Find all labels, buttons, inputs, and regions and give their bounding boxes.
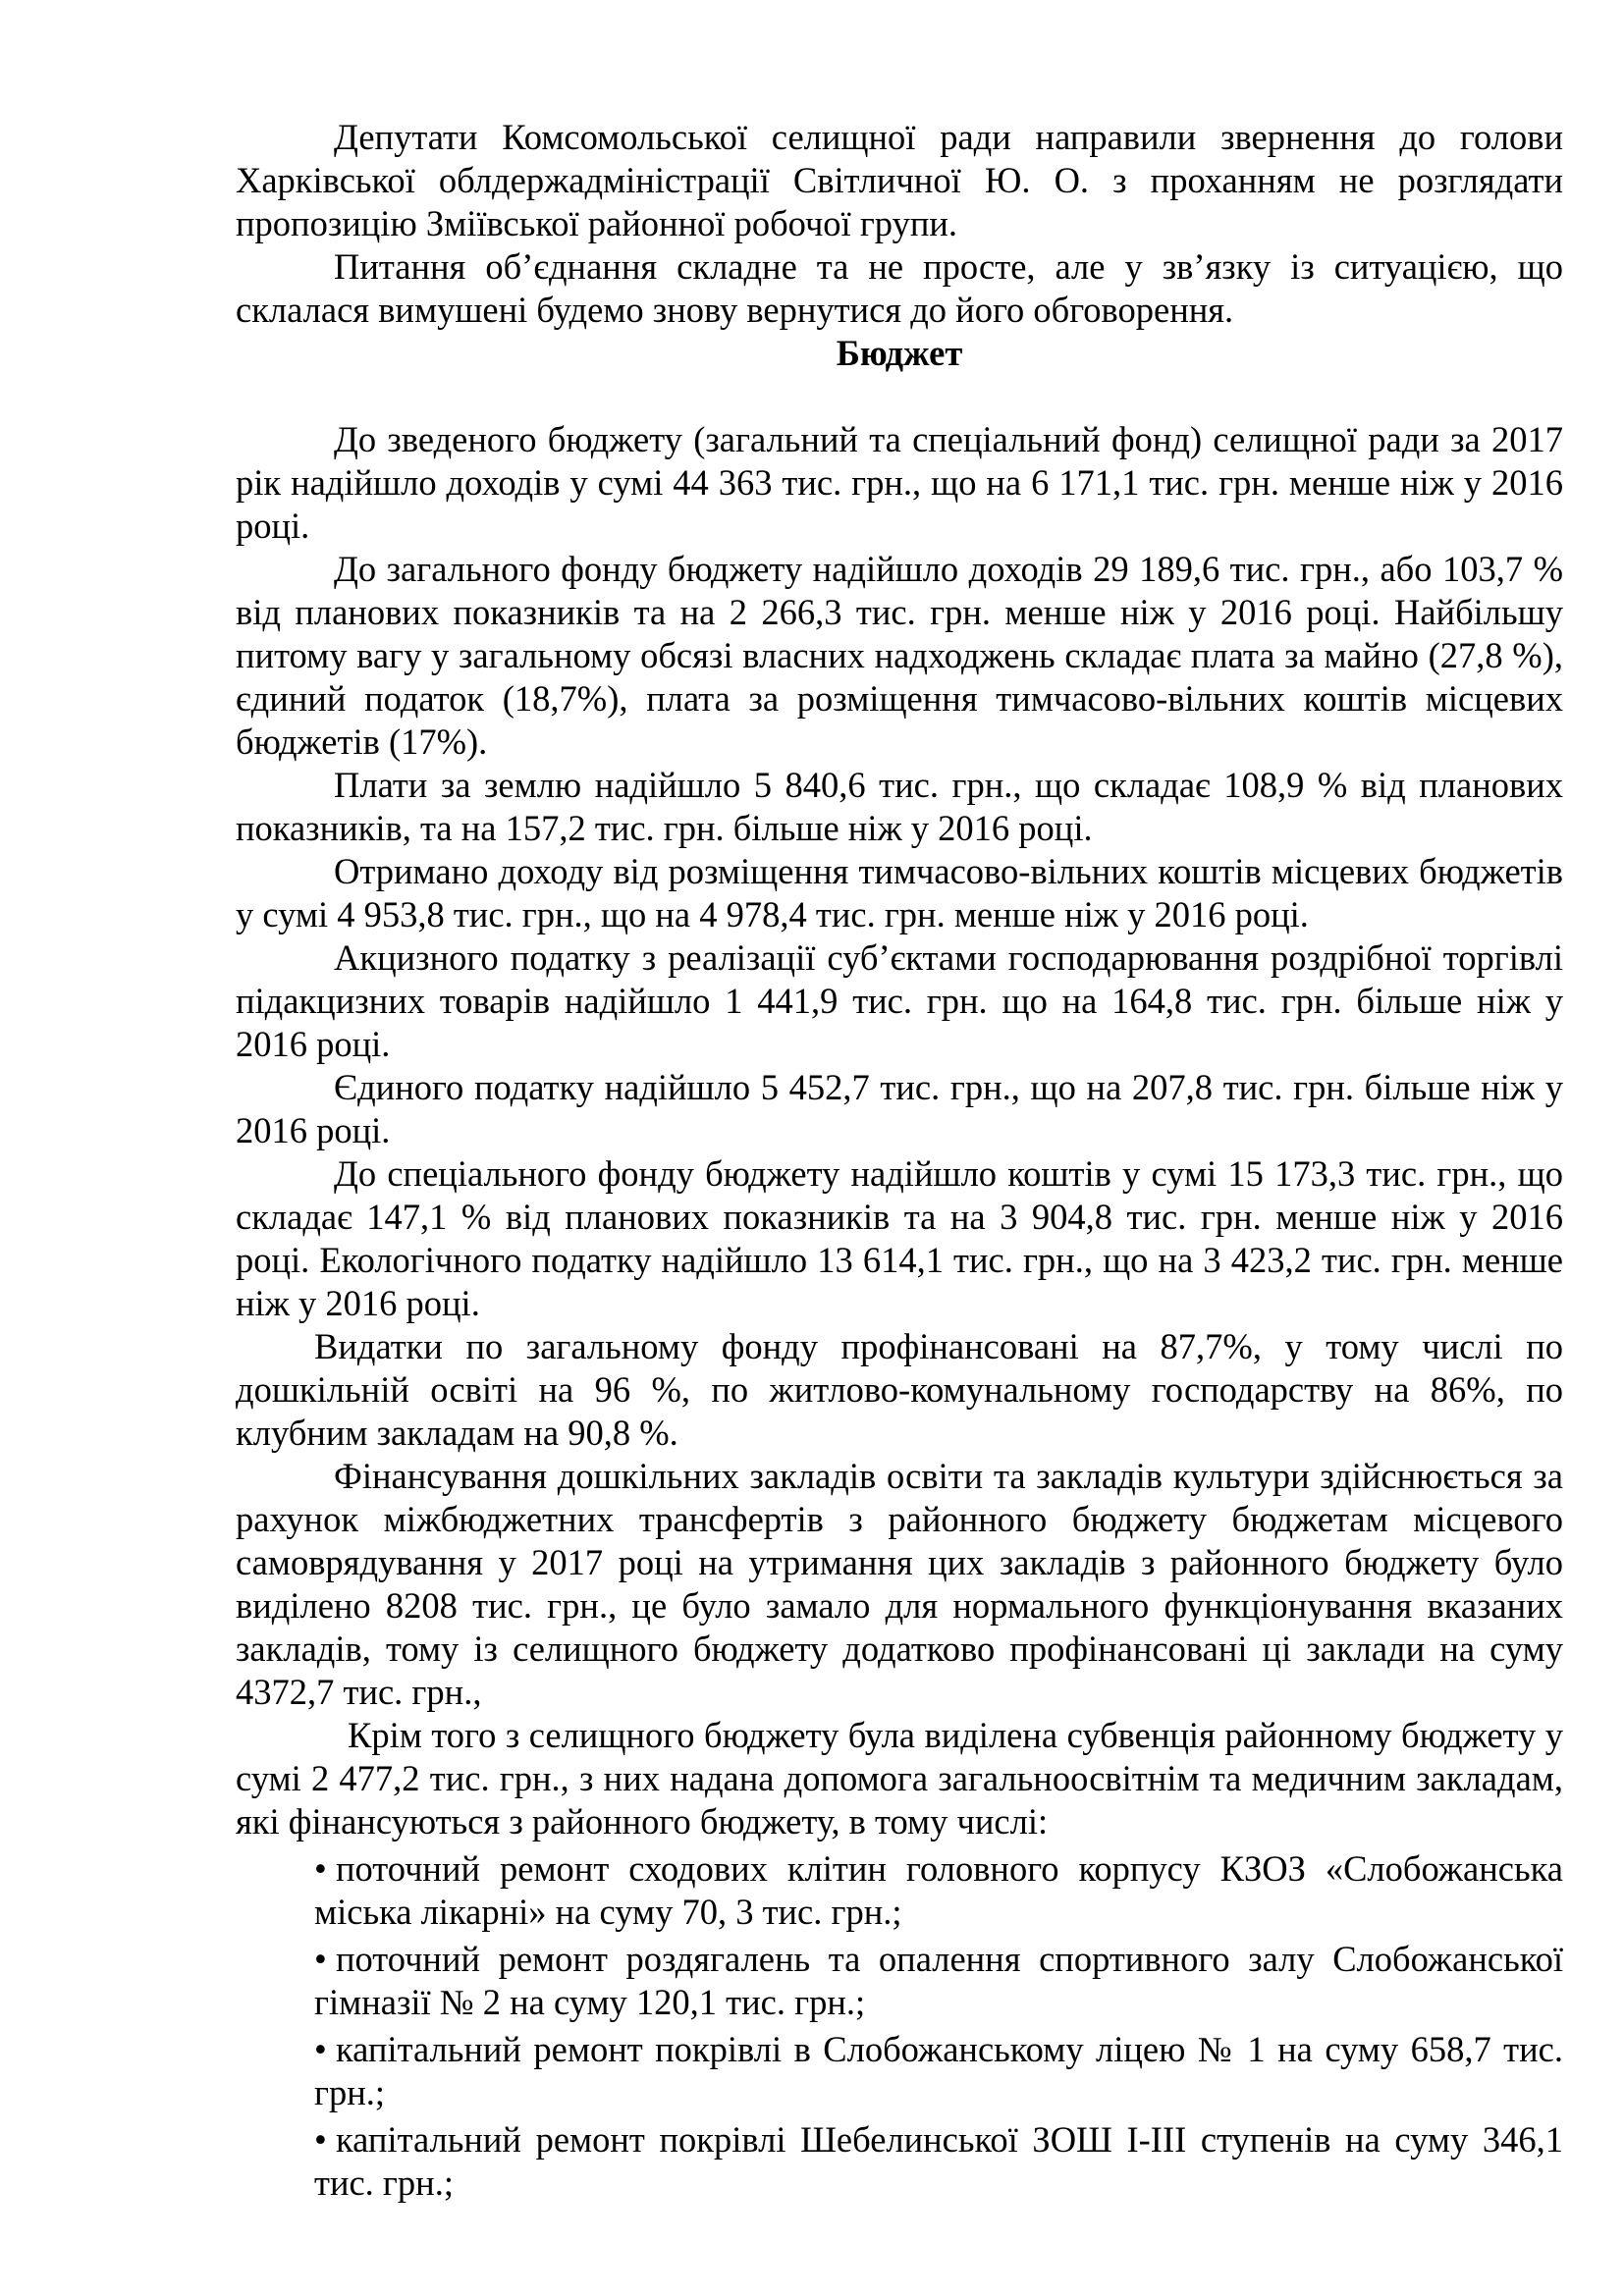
list-item xyxy=(314,1847,1563,1934)
list-item xyxy=(314,2118,1563,2205)
repair-list xyxy=(236,1847,1563,2205)
bullet-icon: • xyxy=(314,1848,327,1889)
paragraph-consolidated-budget: До зведеного бюджету (загальний та спеціальний фонд) селищної ради за 2017 рік надійшло доходів у сумі 44 363 тис. грн., що на 6 171,1 тис. грн. менше ніж у 2016 році. xyxy=(236,419,1563,546)
document-page xyxy=(236,116,1563,2209)
paragraph-special-fund: До спеціального фонду бюджету надійшло коштів у сумі 15 173,3 тис. грн., що складає 147,1 % від планових показників та на 3 904,8 тис. грн. менше ніж у 2016 році. Екологічного податку надійшло 13 614,1 тис. грн., що на 3 423,2 тис. грн. менше ніж у 2016 році. xyxy=(236,1153,1563,1323)
bullet-icon: • xyxy=(314,2029,327,2069)
paragraph-unification: Питання об’єднання складне та не просте, але у зв’язку із ситуацією, що склалася вимушені будемо знову вернутися до його обговорення. xyxy=(236,246,1563,330)
paragraph-expenses: Видатки по загальному фонду профінансовані на 87,7%, у тому числі по дошкільній освіті на 96 %, по житлово-комунальному господарству на 86%, по клубним закладам на 90,8 %. xyxy=(236,1326,1563,1453)
section-heading-budget: Бюджет xyxy=(836,333,963,373)
paragraph-appeal: Депутати Комсомольської селищної ради направили звернення до голови Харківської облдержадміністрації Світличної Ю. О. з проханням не розглядати пропозицію Зміївської районної робочої групи. xyxy=(236,117,1563,243)
list-item-text: капітальний ремонт покрівлі в Слобожанському ліцею № 1 на суму 658,7 тис. грн.; xyxy=(314,2029,1563,2112)
paragraph-excise-tax: Акцизного податку з реалізації суб’єктами господарювання роздрібної торгівлі підакцизних товарів надійшло 1 441,9 тис. грн. що на 164,8 тис. грн. більше ніж у 2016 році. xyxy=(236,937,1563,1064)
list-item xyxy=(314,2028,1563,2114)
paragraph-land-fee: Плати за землю надійшло 5 840,6 тис. грн., що складає 108,9 % від планових показників, та на 157,2 тис. грн. більше ніж у 2016 році. xyxy=(236,765,1563,848)
paragraph-financing: Фінансування дошкільних закладів освіти та закладів культури здійснюється за рахунок міжбюджетних трансфертів з районного бюджету бюджетам місцевого самоврядування у 2017 році на утримання цих закладів з районного бюджету було виділено 8208 тис. грн., це було замало для нормального функціонування вказаних закладів, тому із селищного бюджету додатково профінансовані ці заклади на суму 4372,7 тис. грн., xyxy=(236,1456,1563,1712)
bullet-icon: • xyxy=(314,1939,327,1979)
paragraph-general-fund: До загального фонду бюджету надійшло доходів 29 189,6 тис. грн., або 103,7 % від планових показників та на 2 266,3 тис. грн. менше ніж у 2016 році. Найбільшу питому вагу у загальному обсязі власних надходжень складає плата за майно (27,8 %), єдиний податок (18,7%), плата за розміщення тимчасово-вільних коштів місцевих бюджетів (17%). xyxy=(236,549,1563,762)
paragraph-deposit-income: Отримано доходу від розміщення тимчасово-вільних коштів місцевих бюджетів у сумі 4 953,8 тис. грн., що на 4 978,4 тис. грн. менше ніж у 2016 році. xyxy=(236,851,1563,934)
list-item-text: капітальний ремонт покрівлі Шебелинської ЗОШ І-ІІІ ступенів на суму 346,1 тис. грн.; xyxy=(314,2119,1563,2203)
paragraph-single-tax: Єдиного податку надійшло 5 452,7 тис. грн., що на 207,8 тис. грн. більше ніж у 2016 році. xyxy=(236,1067,1563,1150)
paragraph-subvention: Крім того з селищного бюджету була виділена субвенція районному бюджету у сумі 2 477,2 тис. грн., з них надана допомога загальноосвітнім та медичним закладам, які фінансуються з районного бюджету, в тому числі: xyxy=(236,1715,1563,1842)
list-item-text: поточний ремонт роздягалень та опалення спортивного залу Слобожанської гімназії № 2 на суму 120,1 тис. грн.; xyxy=(314,1939,1563,2022)
list-item-text: поточний ремонт сходових клітин головного корпусу КЗОЗ «Слобожанська міська лікарні» на суму 70, 3 тис. грн.; xyxy=(314,1848,1563,1932)
bullet-icon: • xyxy=(314,2119,327,2160)
list-item xyxy=(314,1938,1563,2024)
